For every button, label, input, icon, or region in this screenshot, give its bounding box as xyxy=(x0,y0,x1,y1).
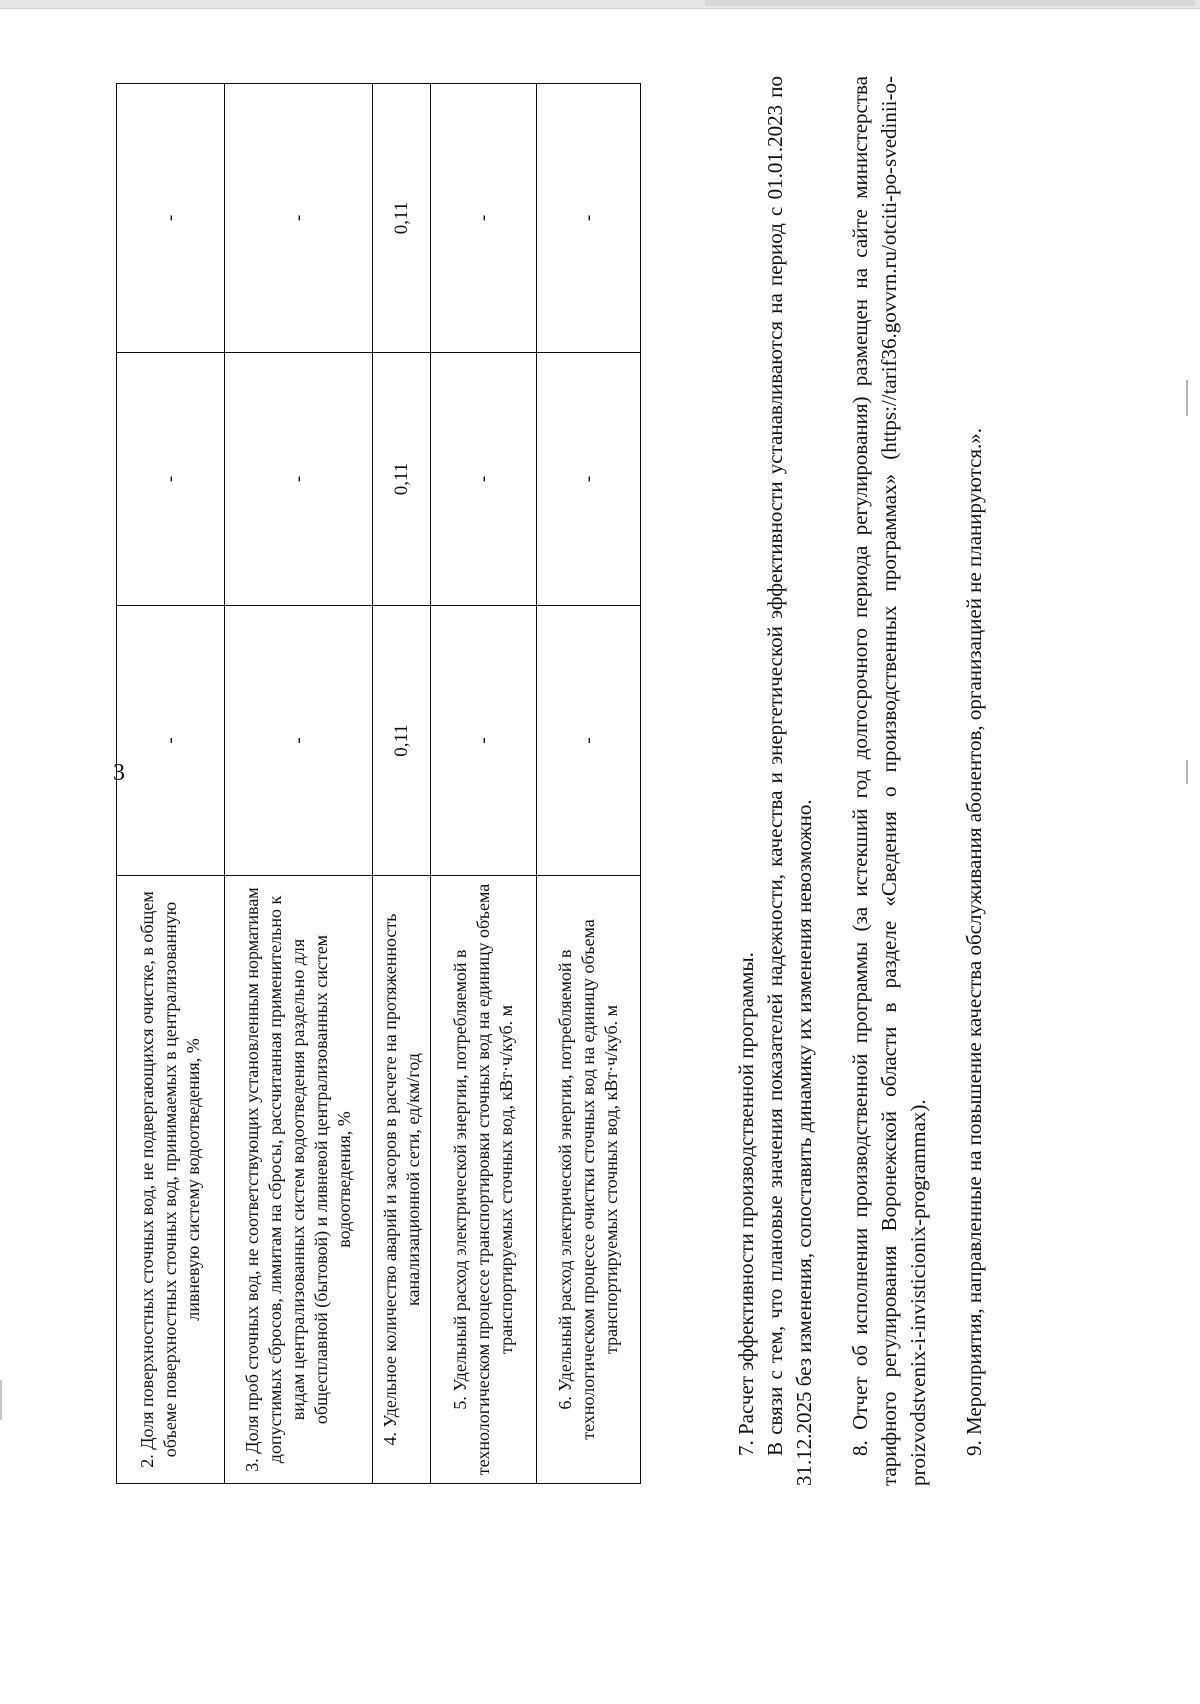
body-text xyxy=(732,76,989,1486)
table-row xyxy=(117,84,225,1484)
indicator-value: - xyxy=(431,606,537,876)
page-number: 3 xyxy=(113,760,125,786)
section-9-body: 9. Мероприятия, направленные на повышение качества обслуживания абонентов, организацией не планируются.». xyxy=(962,427,986,1456)
indicators-table xyxy=(116,83,641,1484)
indicator-value: - xyxy=(225,606,373,876)
indicator-value: - xyxy=(225,84,373,353)
indicator-value: - xyxy=(537,353,641,606)
indicator-label: 2. Доля поверхностных сточных вод, не подвергающихся очистке, в общем объеме поверхностных сточных вод, принимаемых в централизованную ливневую систему водоотведения, % xyxy=(117,876,225,1484)
indicator-value: - xyxy=(117,353,225,606)
table-row xyxy=(373,84,431,1484)
section-7-title: 7. Расчет эффективности производственной программы. xyxy=(734,952,758,1456)
indicator-label: 5. Удельный расход электрической энергии, потребляемой в технологическом процессе транспортировки сточных вод на единицу объема транспортируемых сточных вод, кВт·ч/куб. м xyxy=(431,876,537,1484)
indicator-value: - xyxy=(225,353,373,606)
indicator-value: - xyxy=(117,84,225,353)
indicator-value: - xyxy=(117,606,225,876)
indicator-value: 0,11 xyxy=(373,84,431,353)
table-row xyxy=(225,84,373,1484)
indicator-label: 4. Удельное количество аварий и засоров в расчете на протяженность канализационной сети, ед/км/год xyxy=(373,876,431,1484)
section-7-body: В связи с тем, что плановые значения показателей надежности, качества и энергетической эффективности устанавливаются на период с 01.01.2023 по 31.12.2025 без изменения, сопоставить динамику их изменения невозможно. xyxy=(763,76,816,1486)
indicator-value: - xyxy=(537,84,641,353)
indicator-value: 0,11 xyxy=(373,353,431,606)
table-row xyxy=(431,84,537,1484)
indicator-value: - xyxy=(431,84,537,353)
section-8-body: 8. Отчет об исполнении производственной программы (за истекший год долгосрочного периода регулирования) размещен на сайте министерства тарифного регулирования Воронежской области в разделе «Сведения о производственных программах» (https://tarif36.govvrn.ru/otciti-po-svedinii-o-proizvodstvenix-i-invisticionix-programmax). xyxy=(848,76,930,1486)
indicator-label: 3. Доля проб сточных вод, не соответствующих установленным нормативам допустимых сбросов, лимитам на сбросы, рассчитанная применительно к видам централизованных систем водоотведения раздельно для общесплавной (бытовой) и ливневой централизованных систем водоотведения, % xyxy=(225,876,373,1484)
indicator-value: 0,11 xyxy=(373,606,431,876)
indicator-value: - xyxy=(537,606,641,876)
indicator-label: 6. Удельный расход электрической энергии, потребляемой в технологическом процессе очистки сточных вод на единицу объема транспортируемых сточных вод, кВт·ч/куб. м xyxy=(537,876,641,1484)
indicator-value: - xyxy=(431,353,537,606)
table-row xyxy=(537,84,641,1484)
